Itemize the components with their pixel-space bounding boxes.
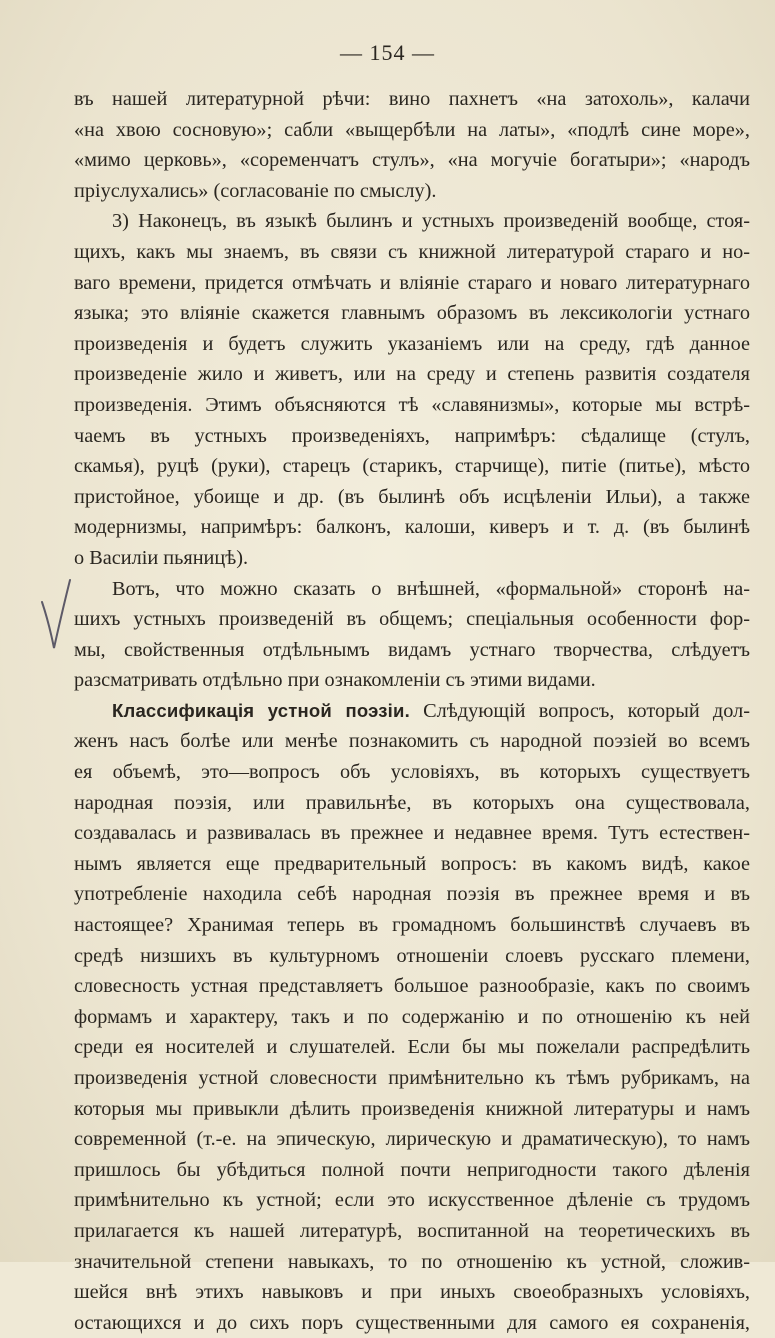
- text-line: произведенія устной словесности примѣнительно къ тѣмъ рубрикамъ, на: [74, 1067, 750, 1089]
- text-line: нымъ является еще предварительный вопросъ: въ какомъ видѣ, какое: [74, 852, 750, 875]
- text-line: Вотъ, что можно сказать о внѣшней, «формальной» сторонѣ на-: [112, 577, 750, 600]
- text-line: 3) Наконецъ, въ языкѣ былинъ и устныхъ произведеній вообще, стоя-: [112, 210, 750, 233]
- text-line: народная поэзія, или правильнѣе, въ которыхъ она существовала,: [74, 791, 750, 814]
- text-line: о Василіи пьяницѣ).: [74, 546, 249, 569]
- text-line: произведеніе жило и живетъ, или на среду и степень развитія создателя: [74, 363, 750, 386]
- text-line: пришлось бы убѣдиться полной почти непригодности такого дѣленія: [74, 1158, 750, 1181]
- text-line: современной (т.-е. на эпическую, лирическую и драматическую), то намъ: [74, 1128, 750, 1151]
- text-line: пристойное, убоище и др. (въ былинѣ объ исцѣленіи Ильи), а также: [74, 485, 750, 508]
- line-text: Слѣдующій вопросъ, который дол-: [409, 699, 750, 722]
- text-line: значительной степени навыкахъ, то по отношенію къ устной, сложив-: [74, 1250, 750, 1273]
- text-line: языка; это вліяніе скажется главнымъ образомъ въ лексикологіи устнаго: [74, 302, 750, 325]
- text-line: чаемъ въ устныхъ произведеніяхъ, напримѣръ: сѣдалище (стулъ,: [74, 424, 750, 447]
- text-line: мы, свойственныя отдѣльнымъ видамъ устнаго творчества, слѣдуетъ: [74, 638, 750, 661]
- text-line: щихъ, какъ мы знаемъ, въ связи съ книжной литературой стараго и но-: [74, 240, 750, 263]
- text-line: ея объемѣ, это—вопросъ объ условіяхъ, въ которыхъ существуетъ: [74, 761, 750, 784]
- text-line: создавалась и развивалась въ прежнее и недавнее время. Тутъ естествен-: [74, 822, 750, 845]
- text-line: словесность устная представляетъ большое разнообразіе, какъ по своимъ: [74, 975, 750, 998]
- text-line: употребленіе находила себѣ народная поэзія въ прежнее время и въ: [74, 883, 750, 906]
- text-line: настоящее? Хранимая теперь въ громадномъ большинствѣ случаевъ въ: [74, 914, 750, 937]
- page-number: — 154 —: [340, 40, 435, 65]
- text-line: пріуслухались» (согласованіе по смыслу).: [74, 179, 437, 202]
- text-line: въ нашей литературной рѣчи: вино пахнетъ «на затохоль», калачи: [74, 88, 750, 110]
- text-line: произведенія. Этимъ объясняются тѣ «славянизмы», которые мы встрѣ-: [74, 393, 750, 416]
- text-line: ваго времени, придется отмѣчать и вліяніе стараго и новаго литературнаго: [74, 271, 750, 294]
- text-line: примѣнительно къ устной; если это искусственное дѣленіе съ трудомъ: [74, 1189, 750, 1212]
- body-text: [74, 84, 750, 1338]
- text-line: «на хвою сосновую»; сабли «выщербѣли на латы», «подлѣ сине море»,: [74, 118, 750, 141]
- text-line: шейся внѣ этихъ навыковъ и при иныхъ своеобразныхъ условіяхъ,: [74, 1281, 750, 1304]
- text-line: произведенія и будетъ служить указаніемъ или на среду, гдѣ данное: [74, 332, 750, 355]
- text-line: которыя мы привыкли дѣлить произведенія книжной литературы и намъ: [74, 1097, 750, 1120]
- text-line: формамъ и характеру, такъ и по содержанію и по отношенію къ ней: [74, 1005, 750, 1028]
- text-line: модернизмы, напримѣръ: балконъ, калоши, киверъ и т. д. (въ былинѣ: [74, 516, 750, 539]
- text-line: средѣ низшихъ въ культурномъ отношеніи слоевъ русскаго племени,: [74, 944, 750, 967]
- text-line: шихъ устныхъ произведеній въ общемъ; спеціальныя особенности фор-: [74, 608, 750, 631]
- text-line: женъ насъ болѣе или менѣе познакомить съ народной поэзіей во всемъ: [74, 730, 750, 753]
- text-line: скамья), руцѣ (руки), старецъ (старикъ, старчище), питіе (питье), мѣсто: [74, 455, 750, 478]
- text-line: разсматривать отдѣльно при ознакомленіи съ этими видами.: [74, 669, 596, 692]
- text-line: прилагается къ нашей литературѣ, воспитанной на теоретическихъ въ: [74, 1219, 750, 1242]
- text-line: «мимо церковь», «соременчатъ стулъ», «на могучіе богатыри»; «народъ: [74, 149, 750, 172]
- text-line: [74, 696, 750, 727]
- text-line: среди ея носителей и слушателей. Если бы мы пожелали распредѣлить: [74, 1036, 750, 1059]
- margin-check-mark-icon: [38, 574, 74, 654]
- text-line: остающихся и до сихъ поръ существенными для самого ея сохраненія,: [74, 1311, 750, 1334]
- section-heading: Классификація устной поэзіи.: [112, 699, 410, 721]
